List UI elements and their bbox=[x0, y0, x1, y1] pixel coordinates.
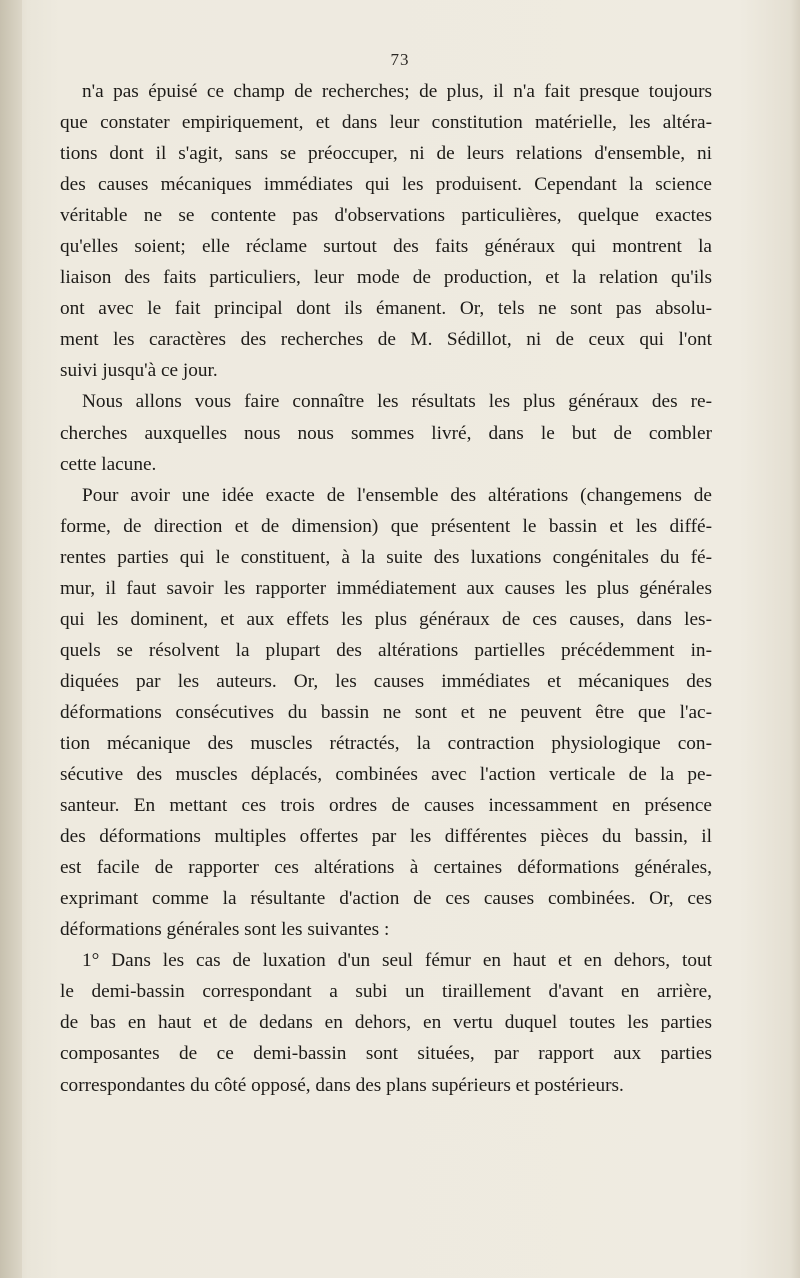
text-line: des déformations multiples offertes par les différentes pièces du bassin, il bbox=[60, 826, 712, 848]
text-line: liaison des faits particuliers, leur mode de production, et la relation qu'ils bbox=[60, 267, 712, 289]
text-line: véritable ne se contente pas d'observations particulières, quelque exactes bbox=[60, 205, 712, 227]
text-line: déformations générales sont les suivantes : bbox=[60, 919, 390, 941]
text-line: déformations consécutives du bassin ne sont et ne peuvent être que l'ac- bbox=[60, 701, 712, 723]
text-line: santeur. En mettant ces trois ordres de causes incessamment en présence bbox=[60, 795, 712, 817]
text-line: tions dont il s'agit, sans se préoccuper, ni de leurs relations d'ensemble, ni bbox=[60, 143, 712, 165]
text-line: rentes parties qui le constituent, à la suite des luxations congénitales du fé- bbox=[60, 546, 712, 568]
text-line: n'a pas épuisé ce champ de recherches; de plus, il n'a fait presque toujours bbox=[82, 81, 712, 102]
text-line: ont avec le fait principal dont ils émanent. Or, tels ne sont pas absolu- bbox=[60, 298, 712, 320]
text-line: qui les dominent, et aux effets les plus généraux de ces causes, dans les- bbox=[60, 608, 712, 630]
text-line: forme, de direction et de dimension) que présentent le bassin et les diffé- bbox=[60, 515, 712, 537]
text-line: des causes mécaniques immédiates qui les produisent. Cependant la science bbox=[60, 174, 712, 196]
text-line: correspondantes du côté opposé, dans des plans supérieurs et postérieurs. bbox=[60, 1074, 624, 1096]
text-line: que constater empiriquement, et dans leur constitution matérielle, les altéra- bbox=[60, 112, 712, 134]
text-line: composantes de ce demi-bassin sont situées, par rapport aux parties bbox=[60, 1043, 712, 1065]
text-line: qu'elles soient; elle réclame surtout des faits généraux qui montrent la bbox=[60, 236, 712, 258]
text-line: Pour avoir une idée exacte de l'ensemble des altérations (changemens de bbox=[82, 484, 712, 506]
text-line: Nous allons vous faire connaître les résultats les plus généraux des re- bbox=[82, 391, 712, 413]
text-line: ment les caractères des recherches de M. Sédillot, ni de ceux qui l'ont bbox=[60, 329, 712, 351]
page-binding-edge bbox=[0, 0, 22, 1278]
text-line: cherches auxquelles nous nous sommes livré, dans le but de combler bbox=[60, 422, 712, 444]
text-line: 1° Dans les cas de luxation d'un seul fémur en haut et en dehors, tout bbox=[82, 950, 712, 972]
page-number: 73 bbox=[390, 50, 410, 69]
text-line: est facile de rapporter ces altérations à certaines déformations générales, bbox=[60, 857, 712, 879]
text-line: suivi jusqu'à ce jour. bbox=[60, 360, 218, 382]
text-line: de bas en haut et de dedans en dehors, en vertu duquel toutes les parties bbox=[60, 1012, 712, 1034]
text-line: mur, il faut savoir les rapporter immédiatement aux causes les plus générales bbox=[60, 577, 712, 599]
text-line: cette lacune. bbox=[60, 453, 157, 475]
text-line: exprimant comme la résultante d'action de ces causes combinées. Or, ces bbox=[60, 888, 712, 910]
text-line: diquées par les auteurs. Or, les causes immédiates et mécaniques des bbox=[60, 670, 712, 692]
body-text bbox=[60, 76, 712, 1101]
text-line: sécutive des muscles déplacés, combinées avec l'action verticale de la pe- bbox=[60, 764, 712, 786]
text-line: tion mécanique des muscles rétractés, la contraction physiologique con- bbox=[60, 732, 712, 754]
text-line: quels se résolvent la plupart des altérations partielles précédemment in- bbox=[60, 639, 712, 661]
text-line: le demi-bassin correspondant a subi un tiraillement d'avant en arrière, bbox=[60, 981, 712, 1003]
